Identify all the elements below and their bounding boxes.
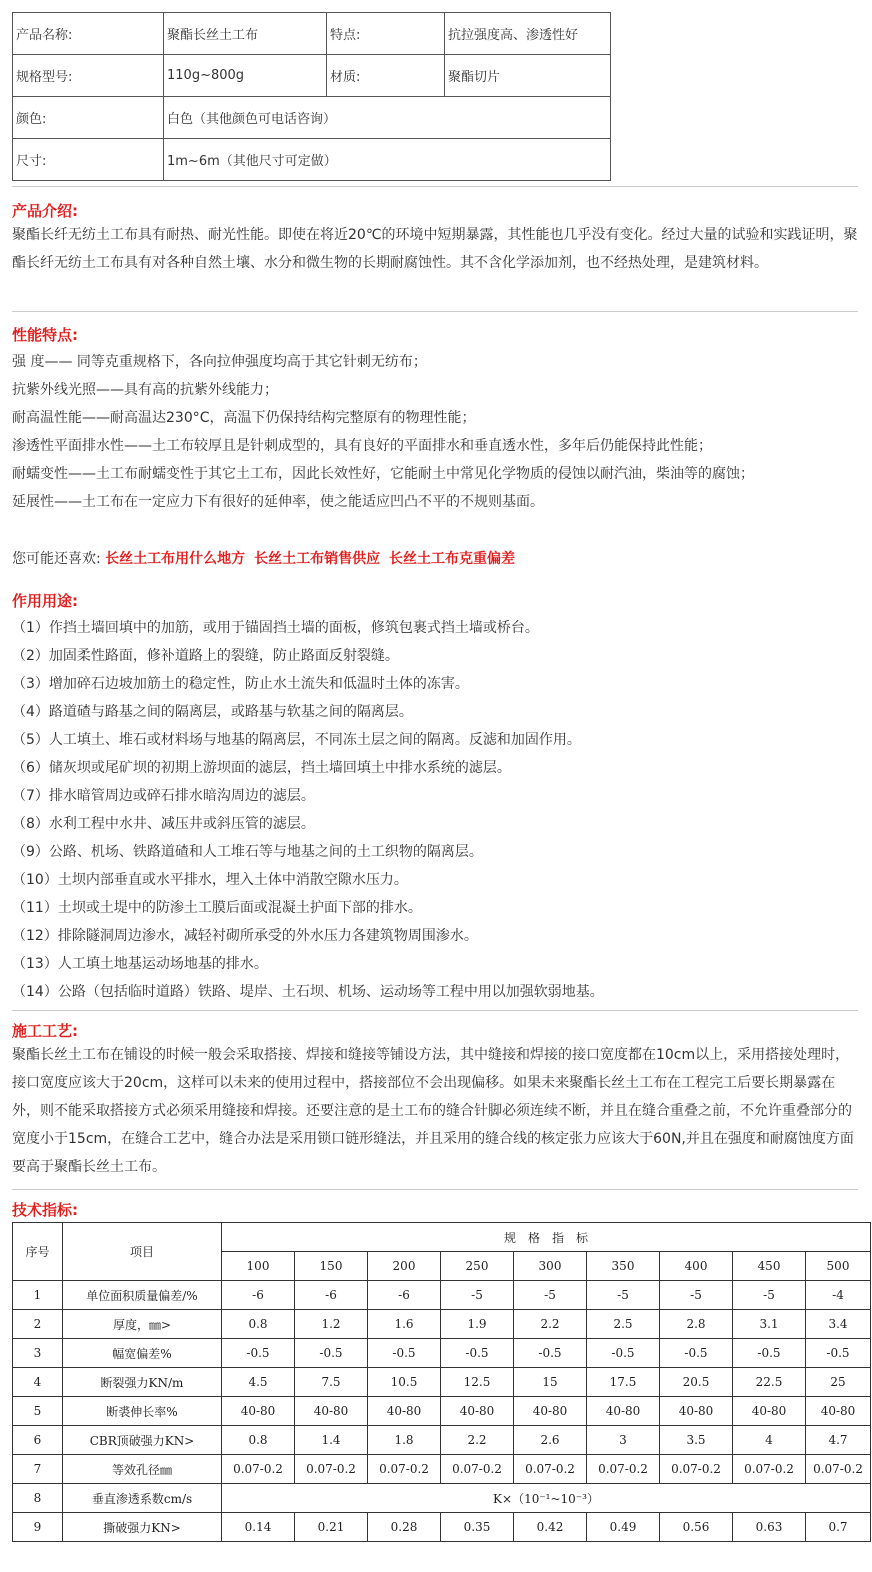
row-value: 0.07-0.2 bbox=[222, 1455, 295, 1484]
row-value: 12.5 bbox=[441, 1368, 514, 1397]
row-value: -5 bbox=[441, 1281, 514, 1310]
row-value: -0.5 bbox=[733, 1339, 806, 1368]
divider bbox=[12, 1010, 858, 1011]
feature-item: 强 度—— 同等克重规格下，各向拉伸强度均高于其它针刺无纺布； bbox=[12, 354, 427, 370]
spec-cell: 250 bbox=[441, 1252, 514, 1281]
row-value: 0.8 bbox=[222, 1426, 295, 1455]
row-value: 3.5 bbox=[660, 1426, 733, 1455]
row-value: -5 bbox=[733, 1281, 806, 1310]
spec-cell: 500 bbox=[806, 1252, 871, 1281]
feature-item: 延展性——土工布在一定应力下有很好的延伸率，使之能适应凹凸不平的不规则基面。 bbox=[12, 494, 544, 510]
spec-cell: 100 bbox=[222, 1252, 295, 1281]
use-item: （5）人工填土、堆石或材料场与地基的隔离层，不同冻土层之间的隔离。反滤和加固作用。 bbox=[12, 732, 581, 748]
row-value: 2.2 bbox=[514, 1310, 587, 1339]
row-value: 0.21 bbox=[295, 1513, 368, 1542]
use-item: （11）土坝或土堤中的防渗土工膜后面或混凝土护面下部的排水。 bbox=[12, 900, 422, 916]
row-value: 1.4 bbox=[295, 1426, 368, 1455]
row-value: 2.8 bbox=[660, 1310, 733, 1339]
row-number: 8 bbox=[13, 1484, 63, 1513]
row-value: 0.14 bbox=[222, 1513, 295, 1542]
row-value: 4.5 bbox=[222, 1368, 295, 1397]
row-number: 6 bbox=[13, 1426, 63, 1455]
row-value: 40-80 bbox=[222, 1397, 295, 1426]
divider bbox=[12, 1189, 858, 1190]
row-value: 0.28 bbox=[368, 1513, 441, 1542]
spec-value: 抗拉强度高、渗透性好 bbox=[445, 13, 611, 55]
use-item: （2）加固柔性路面，修补道路上的裂缝，防止路面反射裂缝。 bbox=[12, 648, 399, 664]
tech-header-row bbox=[13, 1223, 871, 1252]
row-value: 0.49 bbox=[587, 1513, 660, 1542]
construction-paragraph: 聚酯长丝土工布在铺设的时候一般会采取搭接、焊接和缝接等铺设方法，其中缝接和焊接的接口宽度都在10cm以上，采用搭接处理时，接口宽度应该大于20cm，这样可以未来的使用过程中，搭接部位不会出现偏移。如果未来聚酯长丝土工布在工程完工后要长期暴露在外，则不能采取搭接方式必须采用缝接和焊接。还要注意的是土工布的缝合针脚必须连续不断，并且在缝合重叠之前，不允许重叠部分的宽度小于15cm，在缝合工艺中，缝合办法是采用锁口链形缝法，并且采用的缝合线的核定张力应该大于60N,并且在强度和耐腐蚀度方面要高于聚酯长丝土工布。 bbox=[12, 1047, 854, 1175]
use-item: （1）作挡土墙回填中的加筋，或用于锚固挡土墙的面板，修筑包裹式挡土墙或桥台。 bbox=[12, 620, 539, 636]
spec-row bbox=[13, 139, 611, 181]
spec-label: 尺寸: bbox=[13, 139, 164, 181]
feature-item: 耐蠕变性——土工布耐蠕变性于其它土工布，因此长效性好，它能耐土中常见化学物质的侵蚀以耐汽油，柴油等的腐蚀； bbox=[12, 466, 754, 482]
row-number: 9 bbox=[13, 1513, 63, 1542]
spec-cell: 400 bbox=[660, 1252, 733, 1281]
spec-group-header: 规 格 指 标 bbox=[222, 1223, 871, 1252]
row-number: 1 bbox=[13, 1281, 63, 1310]
row-value: 0.8 bbox=[222, 1310, 295, 1339]
row-item: 厚度，㎜> bbox=[63, 1310, 222, 1339]
row-value: 3.4 bbox=[806, 1310, 871, 1339]
row-value: -0.5 bbox=[806, 1339, 871, 1368]
spec-label: 规格型号: bbox=[13, 55, 164, 97]
row-value: 1.2 bbox=[295, 1310, 368, 1339]
row-value: 1.6 bbox=[368, 1310, 441, 1339]
spec-value: 聚酯长丝土工布 bbox=[164, 13, 327, 55]
table-row bbox=[13, 1426, 871, 1455]
row-number: 4 bbox=[13, 1368, 63, 1397]
use-item: （9）公路、机场、铁路道碴和人工堆石等与地基之间的土工织物的隔离层。 bbox=[12, 844, 483, 860]
row-value: 40-80 bbox=[295, 1397, 368, 1426]
divider bbox=[12, 311, 858, 312]
spec-row bbox=[13, 97, 611, 139]
row-value: 0.42 bbox=[514, 1513, 587, 1542]
row-value: 0.56 bbox=[660, 1513, 733, 1542]
use-item: （10）土坝内部垂直或水平排水，埋入土体中消散空隙水压力。 bbox=[12, 872, 408, 888]
row-value: 40-80 bbox=[441, 1397, 514, 1426]
row-item: 断裂强力KN/m bbox=[63, 1368, 222, 1397]
use-item: （4）路道碴与路基之间的隔离层，或路基与软基之间的隔离层。 bbox=[12, 704, 413, 720]
table-row bbox=[13, 1281, 871, 1310]
table-row bbox=[13, 1513, 871, 1542]
row-value: -0.5 bbox=[222, 1339, 295, 1368]
spec-value: 聚酯切片 bbox=[445, 55, 611, 97]
feature-item: 抗紫外线光照——具有高的抗紫外线能力； bbox=[12, 382, 278, 398]
row-value: -0.5 bbox=[587, 1339, 660, 1368]
row-value: 20.5 bbox=[660, 1368, 733, 1397]
row-item: 断裘伸长率% bbox=[63, 1397, 222, 1426]
row-value: 2.6 bbox=[514, 1426, 587, 1455]
spec-row bbox=[13, 13, 611, 55]
row-value: 3.1 bbox=[733, 1310, 806, 1339]
row-value: 25 bbox=[806, 1368, 871, 1397]
row-item: 幅宽偏差% bbox=[63, 1339, 222, 1368]
row-number: 2 bbox=[13, 1310, 63, 1339]
row-value: 1.8 bbox=[368, 1426, 441, 1455]
row-merged-value: K×（10⁻¹~10⁻³） bbox=[222, 1484, 871, 1513]
row-value: -6 bbox=[295, 1281, 368, 1310]
uses-heading: 作用用途: bbox=[12, 592, 78, 610]
related-links bbox=[12, 548, 515, 568]
spec-value: 白色（其他颜色可电话咨询） bbox=[164, 97, 611, 139]
row-value: 0.63 bbox=[733, 1513, 806, 1542]
row-value: 40-80 bbox=[806, 1397, 871, 1426]
row-item: CBR顶破强力KN> bbox=[63, 1426, 222, 1455]
spec-table bbox=[12, 12, 611, 181]
related-link[interactable]: 长丝土工布用什么地方 bbox=[105, 551, 246, 567]
row-value: 22.5 bbox=[733, 1368, 806, 1397]
spec-row bbox=[13, 55, 611, 97]
row-value: 0.07-0.2 bbox=[806, 1455, 871, 1484]
row-value: -0.5 bbox=[514, 1339, 587, 1368]
use-item: （13）人工填土地基运动场地基的排水。 bbox=[12, 956, 268, 972]
row-value: 4.7 bbox=[806, 1426, 871, 1455]
divider bbox=[12, 186, 858, 187]
row-number: 7 bbox=[13, 1455, 63, 1484]
col-seq-header: 序号 bbox=[13, 1223, 63, 1281]
row-value: 0.35 bbox=[441, 1513, 514, 1542]
row-value: -6 bbox=[368, 1281, 441, 1310]
spec-cell: 450 bbox=[733, 1252, 806, 1281]
features-heading: 性能特点: bbox=[12, 326, 78, 344]
row-value: 0.07-0.2 bbox=[587, 1455, 660, 1484]
row-value: 40-80 bbox=[660, 1397, 733, 1426]
use-item: （6）储灰坝或尾矿坝的初期上游坝面的滤层，挡土墙回填土中排水系统的滤层。 bbox=[12, 760, 511, 776]
row-value: -0.5 bbox=[660, 1339, 733, 1368]
row-value: 1.9 bbox=[441, 1310, 514, 1339]
spec-label: 特点: bbox=[327, 13, 445, 55]
related-link[interactable]: 长丝土工布销售供应 bbox=[254, 551, 381, 567]
use-item: （8）水利工程中水井、减压井或斜压管的滤层。 bbox=[12, 816, 315, 832]
row-value: 15 bbox=[514, 1368, 587, 1397]
feature-item: 耐高温性能——耐高温达230°C，高温下仍保持结构完整原有的物理性能； bbox=[12, 410, 476, 426]
use-item: （7）排水暗管周边或碎石排水暗沟周边的滤层。 bbox=[12, 788, 315, 804]
spec-value: 1m~6m（其他尺寸可定做） bbox=[164, 139, 611, 181]
spec-value: 110g~800g bbox=[164, 55, 327, 97]
row-value: 40-80 bbox=[733, 1397, 806, 1426]
row-value: 2.2 bbox=[441, 1426, 514, 1455]
table-row bbox=[13, 1397, 871, 1426]
row-item: 撕破强力KN> bbox=[63, 1513, 222, 1542]
spec-cell: 200 bbox=[368, 1252, 441, 1281]
table-row bbox=[13, 1368, 871, 1397]
row-number: 5 bbox=[13, 1397, 63, 1426]
table-row bbox=[13, 1310, 871, 1339]
row-value: 3 bbox=[587, 1426, 660, 1455]
row-value: -0.5 bbox=[441, 1339, 514, 1368]
row-value: -0.5 bbox=[295, 1339, 368, 1368]
table-row bbox=[13, 1484, 871, 1513]
row-value: -4 bbox=[806, 1281, 871, 1310]
spec-cell: 350 bbox=[587, 1252, 660, 1281]
row-value: 4 bbox=[733, 1426, 806, 1455]
table-row bbox=[13, 1339, 871, 1368]
row-value: 0.07-0.2 bbox=[733, 1455, 806, 1484]
row-value: -5 bbox=[514, 1281, 587, 1310]
row-value: 0.07-0.2 bbox=[514, 1455, 587, 1484]
spec-label: 材质: bbox=[327, 55, 445, 97]
tech-table bbox=[12, 1222, 871, 1542]
row-value: 40-80 bbox=[514, 1397, 587, 1426]
row-value: 7.5 bbox=[295, 1368, 368, 1397]
row-item: 单位面积质量偏差/% bbox=[63, 1281, 222, 1310]
row-value: 0.07-0.2 bbox=[660, 1455, 733, 1484]
spec-label: 颜色: bbox=[13, 97, 164, 139]
row-value: -6 bbox=[222, 1281, 295, 1310]
tech-heading: 技术指标: bbox=[12, 1201, 78, 1219]
use-item: （14）公路（包括临时道路）铁路、堤岸、土石坝、机场、运动场等工程中用以加强软弱地基。 bbox=[12, 984, 604, 1000]
related-prefix: 您可能还喜欢: bbox=[12, 551, 101, 567]
row-item: 等效孔径㎜ bbox=[63, 1455, 222, 1484]
row-item: 垂直渗透系数cm/s bbox=[63, 1484, 222, 1513]
spec-cell: 150 bbox=[295, 1252, 368, 1281]
use-item: （3）增加碎石边坡加筋土的稳定性，防止水土流失和低温时土体的冻害。 bbox=[12, 676, 469, 692]
table-row bbox=[13, 1455, 871, 1484]
row-value: 0.7 bbox=[806, 1513, 871, 1542]
row-number: 3 bbox=[13, 1339, 63, 1368]
construction-heading: 施工工艺: bbox=[12, 1022, 78, 1040]
row-value: -5 bbox=[660, 1281, 733, 1310]
row-value: 0.07-0.2 bbox=[368, 1455, 441, 1484]
row-value: 10.5 bbox=[368, 1368, 441, 1397]
related-link[interactable]: 长丝土工布克重偏差 bbox=[388, 551, 515, 567]
spec-cell: 300 bbox=[514, 1252, 587, 1281]
row-value: 0.07-0.2 bbox=[295, 1455, 368, 1484]
feature-item: 渗透性平面排水性——土工布较厚且是针刺成型的，具有良好的平面排水和垂直透水性，多年后仍能保持此性能； bbox=[12, 438, 712, 454]
row-value: 2.5 bbox=[587, 1310, 660, 1339]
intro-paragraph: 聚酯长纤无纺土工布具有耐热、耐光性能。即使在将近20℃的环境中短期暴露，其性能也几乎没有变化。经过大量的试验和实践证明，聚酯长纤无纺土工布具有对各种自然土壤、水分和微生物的长期耐腐蚀性。其不含化学添加剂，也不经热处理，是建筑材料。 bbox=[12, 227, 858, 271]
row-value: 40-80 bbox=[368, 1397, 441, 1426]
row-value: -5 bbox=[587, 1281, 660, 1310]
spec-label: 产品名称: bbox=[13, 13, 164, 55]
tech-body bbox=[13, 1281, 871, 1542]
intro-heading: 产品介绍: bbox=[12, 202, 78, 220]
row-value: 40-80 bbox=[587, 1397, 660, 1426]
row-value: -0.5 bbox=[368, 1339, 441, 1368]
row-value: 0.07-0.2 bbox=[441, 1455, 514, 1484]
col-item-header: 项目 bbox=[63, 1223, 222, 1281]
use-item: （12）排除隧洞周边渗水，减轻衬砌所承受的外水压力各建筑物周围渗水。 bbox=[12, 928, 478, 944]
row-value: 17.5 bbox=[587, 1368, 660, 1397]
